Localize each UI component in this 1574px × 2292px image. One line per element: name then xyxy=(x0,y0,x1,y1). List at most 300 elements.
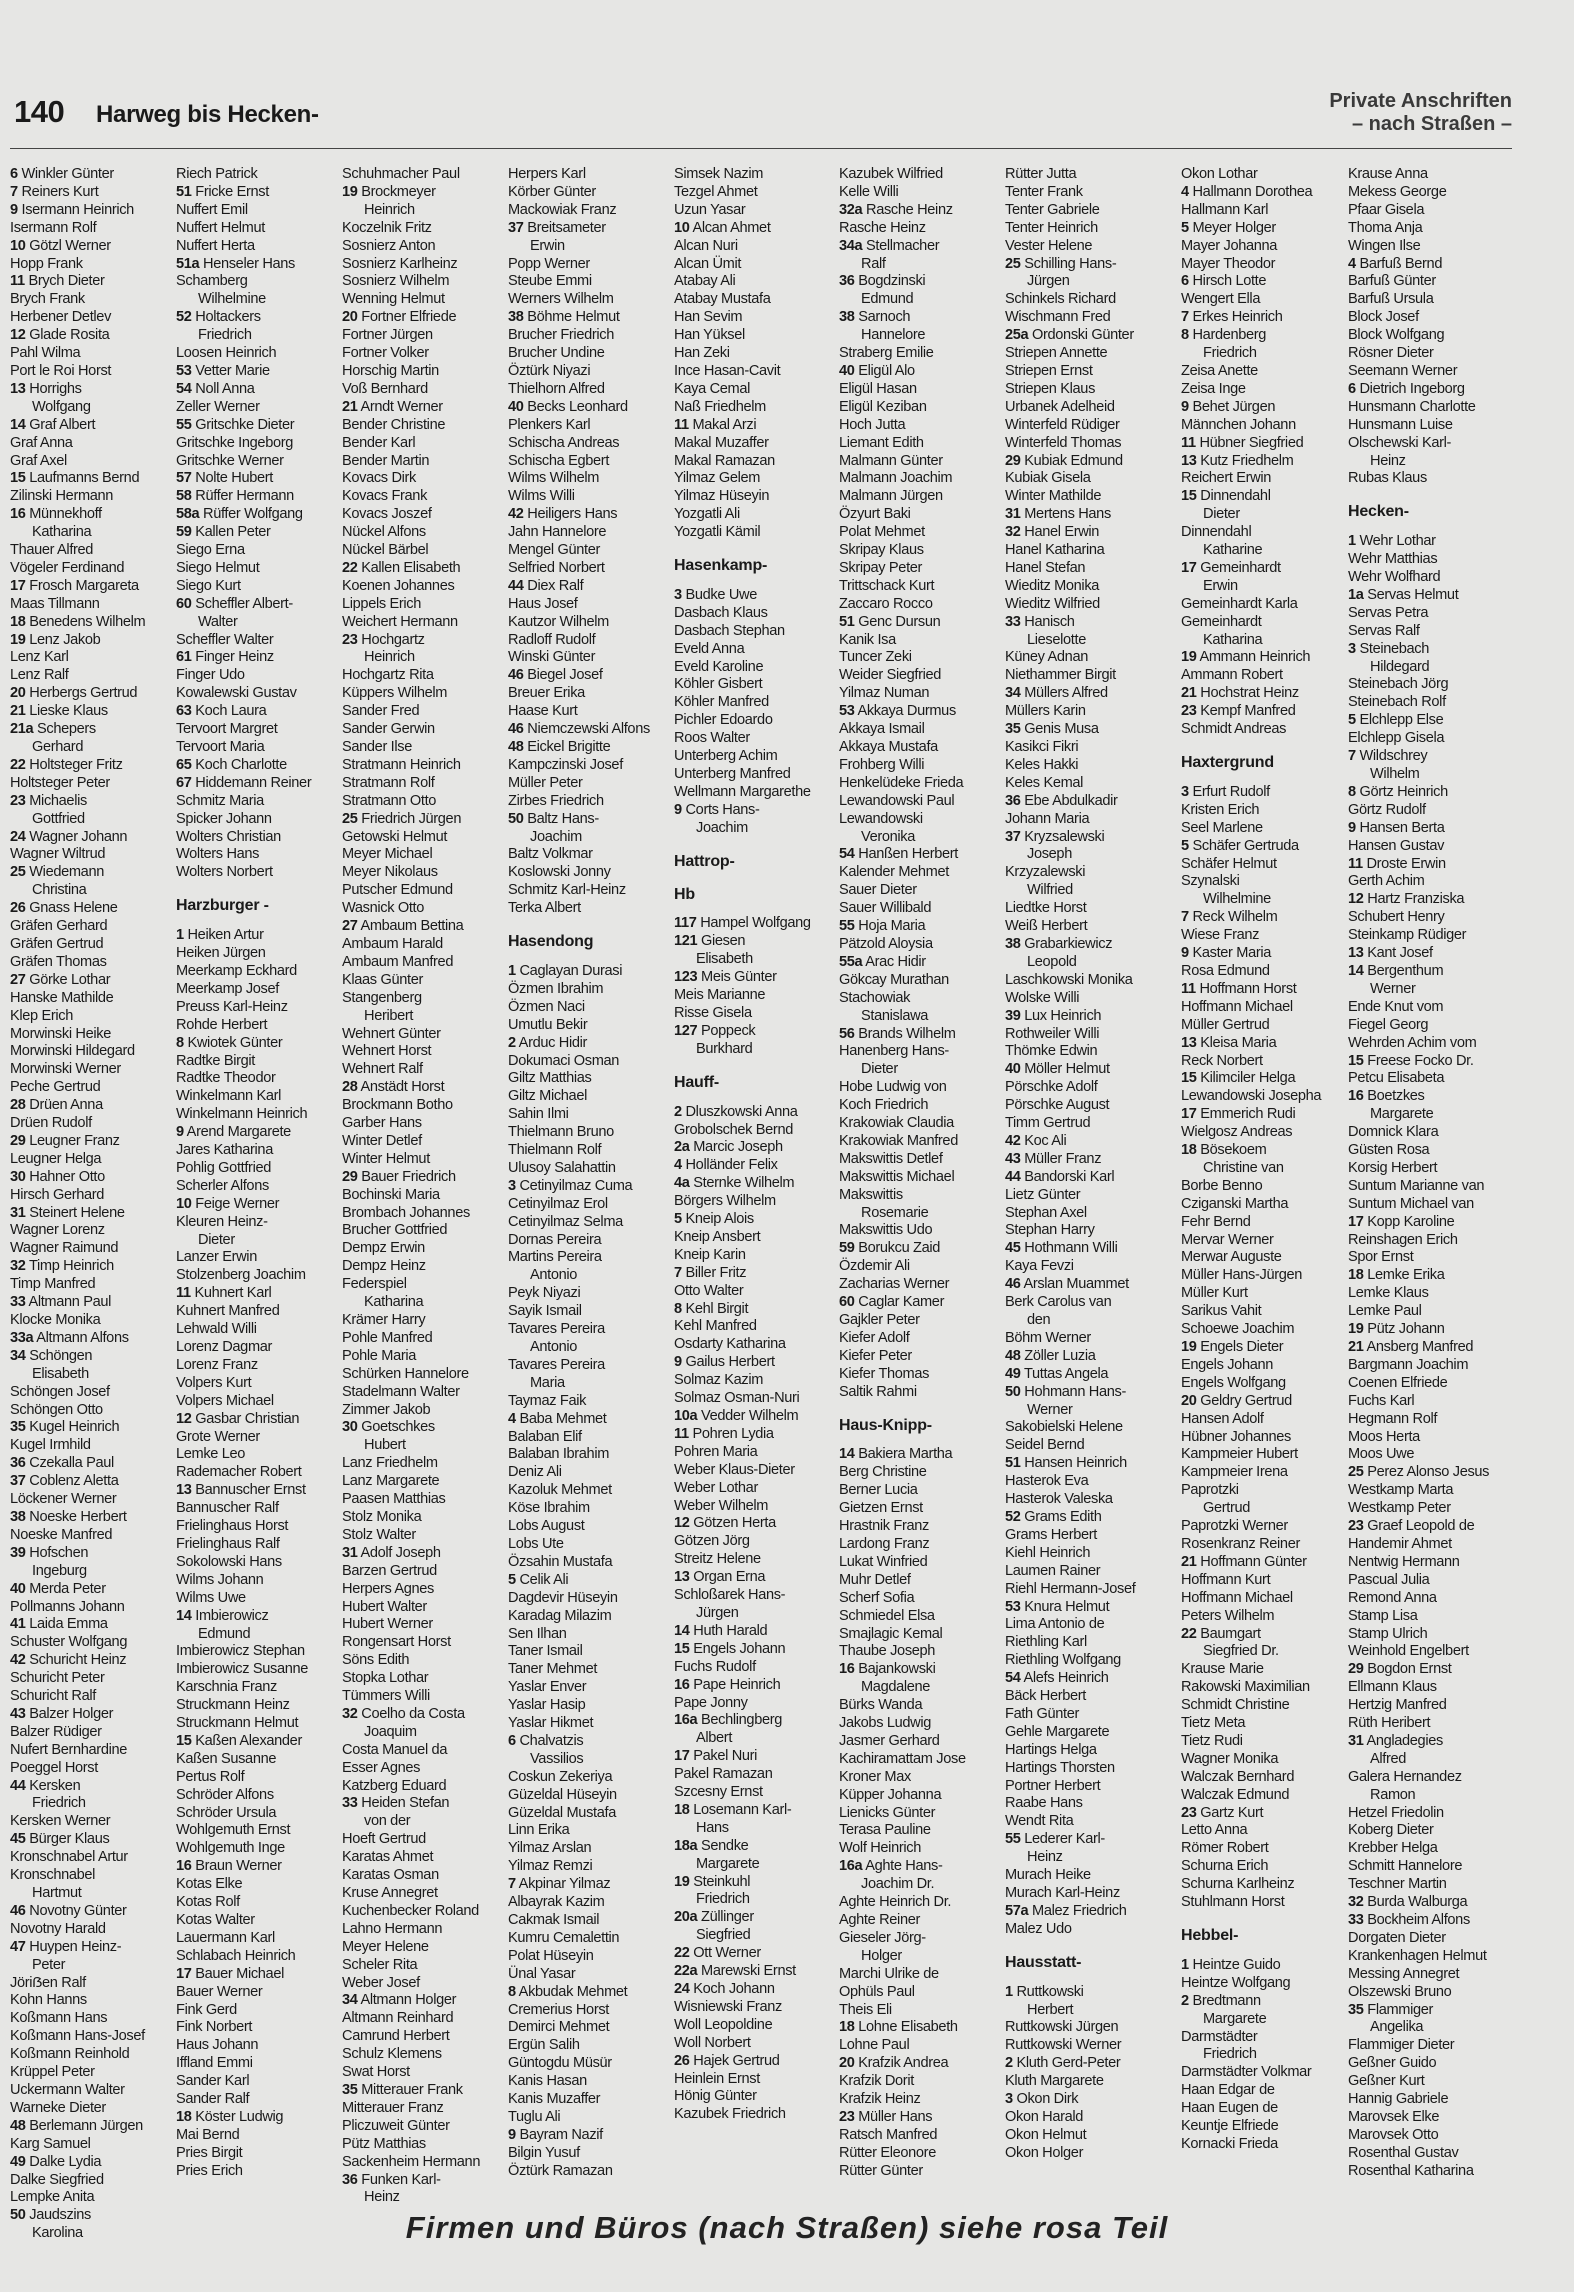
resident-entry: Hildegard xyxy=(1370,658,1430,675)
resident-entry: Voß Bernhard xyxy=(342,380,428,397)
resident-entry: 20 Krafzik Andrea xyxy=(839,2055,949,2072)
resident-entry: Wilms Willi xyxy=(508,488,575,505)
resident-entry: Walczak Bernhard xyxy=(1181,1768,1295,1785)
resident-entry: 2 Dluszkowski Anna xyxy=(674,1103,798,1120)
resident-entry: Ergün Salih xyxy=(508,2037,580,2054)
resident-entry: Dempz Heinz xyxy=(342,1258,426,1275)
resident-entry: Joachim Dr. xyxy=(861,1876,935,1893)
resident-entry: 2 Arduc Hidir xyxy=(508,1034,588,1051)
resident-entry: 54 Hanßen Herbert xyxy=(839,846,958,863)
resident-entry: Jakobs Ludwig xyxy=(839,1715,931,1732)
resident-entry: Stephan Harry xyxy=(1005,1222,1095,1239)
directory-column xyxy=(1348,166,1510,2179)
directory-column xyxy=(1005,166,1167,2176)
resident-entry: Kersken Werner xyxy=(10,1813,111,1830)
resident-entry: Rosemarie xyxy=(861,1204,929,1221)
resident-entry: Morwinski Hildegard xyxy=(10,1043,135,1060)
resident-entry: Krebber Helga xyxy=(1348,1840,1438,1857)
page-number: 140 xyxy=(14,94,65,129)
resident-entry: Lobs Ute xyxy=(508,1535,564,1552)
resident-entry: Ince Hasan-Cavit xyxy=(674,362,781,379)
resident-entry: Timp Manfred xyxy=(10,1276,96,1293)
resident-entry: Yilmaz Remzi xyxy=(508,1858,593,1875)
resident-entry: 20 Fortner Elfriede xyxy=(342,309,457,326)
resident-entry: Lenz Karl xyxy=(10,649,69,666)
resident-entry: Imbierowicz Susanne xyxy=(176,1661,309,1678)
resident-entry: 20 Geldry Gertrud xyxy=(1181,1392,1292,1409)
resident-entry: Heinrich xyxy=(364,201,415,218)
resident-entry: den xyxy=(1027,1312,1051,1328)
resident-entry: Frohberg Willi xyxy=(839,756,925,773)
resident-entry: Kovacs Dirk xyxy=(342,470,417,487)
street-heading: Haxtergrund xyxy=(1181,754,1274,771)
resident-entry: Eligül Hasan xyxy=(839,380,917,397)
resident-entry: 7 Reck Wilhelm xyxy=(1181,909,1278,926)
resident-entry: Schuhmacher Paul xyxy=(342,166,460,182)
resident-entry: Stamp Lisa xyxy=(1348,1607,1418,1624)
resident-entry: Kazubek Friedrich xyxy=(674,2106,786,2123)
resident-entry: Stolz Monika xyxy=(342,1508,422,1525)
resident-entry: 23 Graef Leopold de xyxy=(1348,1518,1475,1535)
resident-entry: 23 Gartz Kurt xyxy=(1181,1804,1264,1821)
resident-entry: Thoma Anja xyxy=(1348,219,1423,236)
resident-entry: Mai Bernd xyxy=(176,2126,240,2143)
resident-entry: Elisabeth xyxy=(32,1365,89,1382)
resident-entry: 9 Hansen Berta xyxy=(1348,819,1445,836)
resident-entry: Hubert Walter xyxy=(342,1598,427,1615)
resident-entry: 44 Bandorski Karl xyxy=(1005,1168,1115,1185)
resident-entry: Malmann Jürgen xyxy=(839,488,943,505)
resident-entry: Hunsmann Luise xyxy=(1348,416,1453,433)
resident-entry: 61 Finger Heinz xyxy=(176,649,274,666)
resident-entry: Hanenberg Hans- xyxy=(839,1043,949,1060)
resident-entry: Malmann Joachim xyxy=(839,470,953,487)
resident-entry: Hubert xyxy=(364,1437,406,1454)
resident-entry: 34 Müllers Alfred xyxy=(1005,685,1108,702)
resident-entry: Nuffert Helmut xyxy=(176,219,265,236)
resident-entry: Winter Mathilde xyxy=(1005,488,1102,505)
resident-entry: 18 Losemann Karl- xyxy=(674,1801,792,1818)
resident-entry: Seidel Bernd xyxy=(1005,1437,1085,1454)
resident-entry: Zeisa Inge xyxy=(1181,380,1246,397)
resident-entry: Müller Gertrud xyxy=(1181,1016,1270,1033)
resident-entry: Schischa Andreas xyxy=(508,434,620,451)
resident-entry: Riehl Hermann-Josef xyxy=(1005,1580,1136,1597)
resident-entry: Friedrich xyxy=(1203,345,1257,362)
resident-entry: Koßmann Hans-Josef xyxy=(10,2028,145,2045)
resident-entry: Pakel Ramazan xyxy=(674,1766,773,1783)
resident-entry: Wagner Wiltrud xyxy=(10,846,106,863)
resident-entry: Ingeburg xyxy=(32,1562,87,1579)
resident-entry: Balaban Elif xyxy=(508,1428,582,1445)
resident-entry: 46 Arslan Muammet xyxy=(1005,1276,1129,1293)
resident-entry: Hoffmann Michael xyxy=(1181,998,1293,1015)
resident-entry: 5 Elchlepp Else xyxy=(1348,712,1444,729)
resident-entry: 38 Sarnoch xyxy=(839,309,911,326)
resident-entry: 8 Kwiotek Günter xyxy=(176,1034,283,1051)
resident-entry: 29 Leugner Franz xyxy=(10,1132,120,1149)
resident-entry: Radtke Theodor xyxy=(176,1070,276,1087)
resident-entry: Koenen Johannes xyxy=(342,577,455,594)
resident-entry: 48 Eickel Brigitte xyxy=(508,739,611,755)
resident-entry: Uckermann Walter xyxy=(10,2081,125,2098)
resident-entry: Sauer Dieter xyxy=(839,882,917,899)
resident-entry: Altmann Reinhard xyxy=(342,2010,454,2027)
resident-entry: Balzer Rüdiger xyxy=(10,1723,102,1740)
resident-entry: 4 Holländer Felix xyxy=(674,1157,778,1174)
resident-entry: 51 Hansen Heinrich xyxy=(1005,1455,1127,1472)
resident-entry: 34 Schöngen xyxy=(10,1347,93,1364)
resident-entry: 19 Steinkuhl xyxy=(674,1873,751,1890)
resident-entry: 22 Ott Werner xyxy=(674,1945,761,1962)
resident-entry: 45 Hothmann Willi xyxy=(1005,1240,1118,1257)
resident-entry: von der xyxy=(364,1813,411,1830)
resident-entry: Theis Eli xyxy=(839,2001,892,2018)
resident-entry: Popp Werner xyxy=(508,255,590,272)
resident-entry: Krakowiak Manfred xyxy=(839,1132,958,1149)
resident-entry: 3 Budke Uwe xyxy=(674,586,757,603)
resident-entry: Kowalewski Gustav xyxy=(176,685,297,702)
street-heading: Hb xyxy=(674,885,695,903)
resident-entry: Breuer Erika xyxy=(508,685,585,702)
resident-entry: Söns Edith xyxy=(342,1652,410,1669)
resident-entry: Krüppel Peter xyxy=(10,2064,95,2081)
resident-entry: 52 Holtackers xyxy=(176,309,261,326)
resident-entry: 21 Ansberg Manfred xyxy=(1348,1339,1474,1355)
resident-entry: Katharine xyxy=(1203,542,1263,559)
resident-entry: Rosenthal Gustav xyxy=(1348,2144,1459,2161)
resident-entry: Westkamp Marta xyxy=(1348,1482,1454,1499)
resident-entry: Cremerius Horst xyxy=(508,2001,609,2018)
resident-entry: Pohren Maria xyxy=(674,1443,758,1460)
resident-entry: Wilms Wilhelm xyxy=(508,470,600,487)
resident-entry: 22a Marewski Ernst xyxy=(674,1963,796,1980)
resident-entry: Bannuscher Ralf xyxy=(176,1500,279,1517)
resident-entry: 67 Hiddemann Reiner xyxy=(176,774,312,791)
resident-entry: 36 Bogdzinski xyxy=(839,273,926,290)
resident-entry: Simsek Nazim xyxy=(674,166,764,182)
resident-entry: Ellmann Klaus xyxy=(1348,1679,1437,1696)
resident-entry: 17 Emmerich Rudi xyxy=(1181,1106,1296,1123)
resident-entry: Stadelmann Walter xyxy=(342,1383,460,1400)
resident-entry: Hopp Frank xyxy=(10,255,83,272)
resident-entry: Berg Christine xyxy=(839,1464,927,1481)
resident-entry: Müller Peter xyxy=(508,774,583,791)
resident-entry: Akkaya Mustafa xyxy=(839,739,938,755)
resident-entry: Winkelmann Karl xyxy=(176,1088,282,1105)
resident-entry: Krzyzalewski xyxy=(1005,864,1086,881)
resident-entry: 25 Friedrich Jürgen xyxy=(342,810,462,827)
resident-entry: Nuffert Herta xyxy=(176,237,255,254)
resident-entry: Wilfried xyxy=(1027,882,1073,899)
resident-entry: Hobe Ludwig von xyxy=(839,1079,947,1096)
resident-entry: 36 Ebe Abdulkadir xyxy=(1005,792,1118,809)
resident-entry: 24 Koch Johann xyxy=(674,1981,775,1997)
resident-entry: Yozgatli Kämil xyxy=(674,524,761,541)
resident-entry: Nufert Bernhardine xyxy=(10,1741,128,1758)
resident-entry: Kluth Margarete xyxy=(1005,2073,1104,2090)
resident-entry: Morwinski Werner xyxy=(10,1061,121,1078)
resident-entry: 18 Bösekoem xyxy=(1181,1142,1267,1159)
resident-entry: Pertus Rolf xyxy=(176,1768,245,1785)
resident-entry: Lima Antonio de xyxy=(1005,1616,1105,1633)
resident-entry: Striepen Ernst xyxy=(1005,362,1093,379)
resident-entry: 3 Okon Dirk xyxy=(1005,2091,1079,2108)
resident-entry: Mitterauer Franz xyxy=(342,2099,444,2116)
resident-entry: Yaslar Enver xyxy=(508,1679,587,1696)
resident-entry: Fath Günter xyxy=(1005,1705,1080,1722)
resident-entry: Suntum Michael van xyxy=(1348,1195,1474,1212)
resident-entry: 42 Koc Ali xyxy=(1005,1132,1067,1149)
resident-entry: Hübner Johannes xyxy=(1181,1428,1291,1445)
resident-entry: Güntogdu Müsür xyxy=(508,2055,612,2072)
resident-entry: Reinshagen Erich xyxy=(1348,1231,1458,1248)
resident-entry: 63 Koch Laura xyxy=(176,703,267,720)
resident-entry: Leopold xyxy=(1027,953,1077,970)
resident-entry: Maas Tillmann xyxy=(10,595,100,612)
resident-entry: Schloßarek Hans- xyxy=(674,1587,786,1604)
resident-entry: 16 Pape Heinrich xyxy=(674,1676,781,1693)
resident-entry: 121 Giesen xyxy=(674,933,746,950)
resident-entry: Balaban Ibrahim xyxy=(508,1446,610,1463)
resident-entry: Klocke Monika xyxy=(10,1312,101,1328)
resident-entry: 32a Rasche Heinz xyxy=(839,201,953,218)
resident-entry: Timm Gertrud xyxy=(1005,1115,1091,1132)
resident-entry: Unterberg Achim xyxy=(674,748,778,765)
resident-entry: Geßner Guido xyxy=(1348,2055,1437,2072)
resident-entry: 50 Baltz Hans- xyxy=(508,810,599,827)
resident-entry: Rasche Heinz xyxy=(839,219,926,236)
resident-entry: Krafzik Heinz xyxy=(839,2091,921,2108)
resident-entry: Spicker Johann xyxy=(176,810,272,827)
resident-entry: Pohle Manfred xyxy=(342,1329,433,1346)
resident-entry: Cetinyilmaz Selma xyxy=(508,1213,623,1230)
resident-entry: 51 Fricke Ernst xyxy=(176,183,269,200)
resident-entry: Cziganski Martha xyxy=(1181,1195,1289,1212)
resident-entry: Hochgartz Rita xyxy=(342,667,434,684)
resident-entry: Männchen Johann xyxy=(1181,416,1296,433)
resident-entry: Meyer Michael xyxy=(342,846,433,863)
resident-entry: Nückel Bärbel xyxy=(342,542,429,559)
resident-entry: Friedrich xyxy=(696,1891,750,1908)
resident-entry: 56 Brands Wilhelm xyxy=(839,1025,956,1042)
resident-entry: Dagdevir Hüseyin xyxy=(508,1589,618,1606)
resident-entry: Ammann Robert xyxy=(1181,667,1283,684)
resident-entry: Servas Ralf xyxy=(1348,622,1420,639)
resident-entry: Hannelore xyxy=(861,327,926,344)
resident-entry: Steube Emmi xyxy=(508,273,592,290)
resident-entry: 3 Steinebach xyxy=(1348,640,1430,657)
resident-entry: Kazubek Wilfried xyxy=(839,166,943,182)
resident-entry: 10 Alcan Ahmet xyxy=(674,219,771,236)
resident-entry: Krafzik Dorit xyxy=(839,2073,914,2090)
resident-entry: Teschner Martin xyxy=(1348,1876,1447,1893)
section-subtitle: – nach Straßen – xyxy=(1351,113,1512,135)
resident-entry: Wasnick Otto xyxy=(342,900,425,917)
resident-entry: Rütter Jutta xyxy=(1005,166,1077,182)
page-range-title: Harweg bis Hecken- xyxy=(96,101,319,128)
resident-entry: Wisniewski Franz xyxy=(674,1998,782,2015)
resident-entry: Schubert Henry xyxy=(1348,909,1445,926)
resident-entry: Murach Karl-Heinz xyxy=(1005,1885,1120,1901)
resident-entry: Lahno Hermann xyxy=(342,1920,443,1937)
resident-entry: Lauermann Karl xyxy=(176,1929,275,1946)
resident-entry: Olschewski Karl- xyxy=(1348,434,1452,451)
resident-entry: Özyurt Baki xyxy=(839,506,911,523)
resident-entry: Block Wolfgang xyxy=(1348,327,1445,344)
resident-entry: Liemant Edith xyxy=(839,434,924,451)
resident-entry: Joaquim xyxy=(364,1723,417,1740)
resident-entry: Kuhnert Manfred xyxy=(176,1303,280,1320)
resident-entry: Lanz Friedhelm xyxy=(342,1455,438,1472)
resident-entry: 11 Droste Erwin xyxy=(1348,855,1446,872)
resident-entry: 13 Kant Josef xyxy=(1348,945,1433,962)
resident-entry: 19 Brockmeyer xyxy=(342,183,436,200)
resident-entry: 55 Hoja Maria xyxy=(839,918,926,935)
resident-entry: Holtsteger Peter xyxy=(10,774,110,791)
resident-entry: Straberg Emilie xyxy=(839,345,934,362)
resident-entry: Gökcay Murathan xyxy=(839,971,949,988)
resident-entry: 33 Heiden Stefan xyxy=(342,1795,450,1812)
resident-entry: Lanz Margarete xyxy=(342,1473,440,1490)
resident-entry: Werners Wilhelm xyxy=(508,291,614,308)
resident-entry: Wilhelmine xyxy=(198,291,266,308)
resident-entry: Wolters Hans xyxy=(176,846,260,863)
resident-entry: Christina xyxy=(32,882,87,899)
resident-entry: Weichert Hermann xyxy=(342,613,458,630)
resident-entry: Köhler Gisbert xyxy=(674,676,763,693)
resident-entry: Pahl Wilma xyxy=(10,345,81,362)
resident-entry: 25 Schilling Hans- xyxy=(1005,255,1117,272)
resident-entry: Kachiramattam Jose xyxy=(839,1750,966,1767)
resident-entry: Yaslar Hasip xyxy=(508,1697,586,1714)
resident-entry: Hanske Mathilde xyxy=(10,989,114,1006)
resident-entry: Rubas Klaus xyxy=(1348,470,1427,487)
resident-entry: Bender Karl xyxy=(342,434,416,451)
resident-entry: Dornas Pereira xyxy=(508,1231,602,1248)
resident-entry: 22 Holtsteger Fritz xyxy=(10,756,123,773)
resident-entry: Kalender Mehmet xyxy=(839,864,949,881)
resident-entry: Elisabeth xyxy=(696,951,753,968)
resident-entry: Roos Walter xyxy=(674,730,750,747)
resident-entry: Rothweiler Willi xyxy=(1005,1025,1100,1042)
resident-entry: Hanel Katharina xyxy=(1005,542,1105,559)
resident-entry: Edmund xyxy=(198,1625,251,1642)
resident-entry: Swat Horst xyxy=(342,2064,410,2081)
resident-entry: Wingen Ilse xyxy=(1348,237,1421,254)
resident-entry: Zimmer Jakob xyxy=(342,1401,431,1418)
resident-entry: 31 Steinert Helene xyxy=(10,1204,125,1221)
resident-entry: Keles Hakki xyxy=(1005,756,1079,773)
resident-entry: 41 Laida Emma xyxy=(10,1616,108,1633)
resident-entry: 19 Pütz Johann xyxy=(1348,1321,1445,1338)
resident-entry: Szcesny Ernst xyxy=(674,1784,763,1801)
resident-entry: 123 Meis Günter xyxy=(674,969,777,986)
resident-entry: Ratsch Manfred xyxy=(839,2126,938,2143)
directory-column xyxy=(839,166,1001,2179)
resident-entry: 6 Hirsch Lotte xyxy=(1181,273,1267,290)
resident-entry: Katzberg Eduard xyxy=(342,1777,447,1794)
resident-entry: Zacharias Werner xyxy=(839,1276,950,1293)
resident-entry: Coenen Elfriede xyxy=(1348,1374,1448,1391)
resident-entry: Pohle Maria xyxy=(342,1347,417,1364)
resident-entry: Schuster Wolfgang xyxy=(10,1634,128,1651)
resident-entry: 14 Imbierowicz xyxy=(176,1607,269,1624)
resident-entry: 9 Bayram Nazif xyxy=(508,2126,603,2143)
resident-entry: 16 Braun Werner xyxy=(176,1858,282,1875)
resident-entry: Katharina xyxy=(32,524,92,541)
resident-entry: Özmen Naci xyxy=(508,998,585,1015)
resident-entry: 3 Cetinyilmaz Cuma xyxy=(508,1177,633,1194)
resident-entry: Pfaar Gisela xyxy=(1348,201,1425,218)
resident-entry: Wagner Monika xyxy=(1181,1750,1279,1767)
resident-entry: 12 Gasbar Christian xyxy=(176,1410,300,1427)
resident-entry: 17 Pakel Nuri xyxy=(674,1748,758,1765)
resident-entry: 40 Eligül Alo xyxy=(839,362,915,379)
resident-entry: Kasikci Fikri xyxy=(1005,739,1079,755)
resident-entry: Hartings Thorsten xyxy=(1005,1759,1115,1776)
resident-entry: Risse Gisela xyxy=(674,1004,752,1021)
resident-entry: 11 Hübner Siegfried xyxy=(1181,434,1304,451)
resident-entry: Sakobielski Helene xyxy=(1005,1419,1123,1436)
resident-entry: Frielinghaus Ralf xyxy=(176,1535,280,1552)
resident-entry: Kazoluk Mehmet xyxy=(508,1482,612,1499)
resident-entry: Hönig Günter xyxy=(674,2088,757,2105)
resident-entry: 35 Kugel Heinrich xyxy=(10,1419,120,1436)
resident-entry: Scheler Rita xyxy=(342,1956,418,1973)
resident-entry: Struckmann Helmut xyxy=(176,1715,299,1732)
resident-entry: Lehwald Willi xyxy=(176,1321,257,1338)
resident-entry: Kotas Walter xyxy=(176,1912,255,1928)
resident-entry: Gräfen Gerhard xyxy=(10,918,108,935)
resident-entry: Linn Erika xyxy=(508,1822,570,1839)
resident-entry: Koczelnik Fritz xyxy=(342,219,432,236)
resident-entry: Horschig Martin xyxy=(342,362,439,379)
resident-entry: Keles Kemal xyxy=(1005,774,1084,791)
resident-entry: 46 Novotny Günter xyxy=(10,1902,127,1919)
resident-entry: Costa Manuel da xyxy=(342,1741,448,1758)
resident-entry: Malmann Günter xyxy=(839,452,943,469)
resident-entry: 30 Hahner Otto xyxy=(10,1168,105,1185)
resident-entry: Paprotzki Werner xyxy=(1181,1518,1288,1535)
resident-entry: Pape Jonny xyxy=(674,1694,748,1711)
resident-entry: Skripay Peter xyxy=(839,559,923,576)
resident-entry: Wolf Heinrich xyxy=(839,1840,921,1857)
resident-entry: Wehrden Achim vom xyxy=(1348,1034,1477,1051)
resident-entry: Han Sevim xyxy=(674,309,743,326)
directory-column xyxy=(10,166,172,2242)
resident-entry: Dinnendahl xyxy=(1181,524,1252,541)
resident-entry: Rüth Heribert xyxy=(1348,1715,1431,1732)
resident-entry: Körber Günter xyxy=(508,183,596,200)
resident-entry: Römer Robert xyxy=(1181,1840,1269,1857)
resident-entry: Urbanek Adelheid xyxy=(1005,398,1115,415)
resident-entry: Baltz Volkmar xyxy=(508,846,593,863)
resident-entry: Tietz Meta xyxy=(1181,1715,1246,1732)
resident-entry: Galera Hernandez xyxy=(1348,1768,1462,1785)
resident-entry: Wohlgemuth Ernst xyxy=(176,1822,291,1839)
resident-entry: 13 Kutz Friedhelm xyxy=(1181,452,1294,469)
resident-entry: Tenter Heinrich xyxy=(1005,219,1098,236)
resident-entry: 48 Zöller Luzia xyxy=(1005,1347,1096,1364)
resident-entry: Pries Erich xyxy=(176,2162,243,2179)
resident-entry: Stratmann Otto xyxy=(342,792,437,809)
resident-entry: 3 Erfurt Rudolf xyxy=(1181,783,1270,800)
resident-entry: Olszewski Bruno xyxy=(1348,1983,1452,2000)
resident-entry: 31 Adolf Joseph xyxy=(342,1544,441,1561)
resident-entry: 17 Frosch Margareta xyxy=(10,577,139,594)
resident-entry: Fortner Volker xyxy=(342,345,429,362)
